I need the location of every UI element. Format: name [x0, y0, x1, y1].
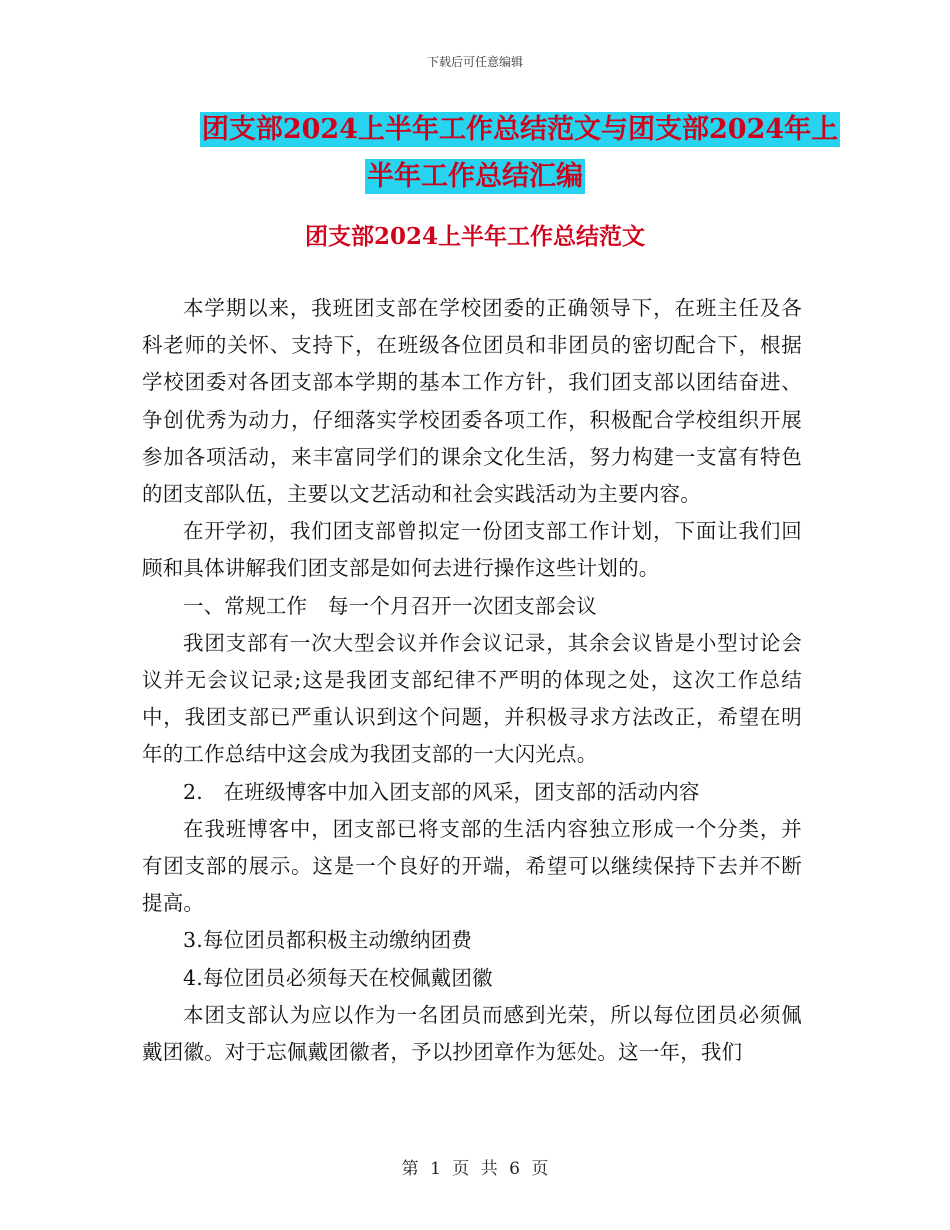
- paragraph-heading: 3.每位团员都积极主动缴纳团费: [183, 928, 473, 953]
- document-body: [142, 290, 802, 1071]
- header-note: 下载后可任意编辑: [426, 55, 523, 69]
- document-title-line-2: [0, 155, 950, 199]
- paragraph: 本团支部认为应以作为一名团员而感到光荣，所以每位团员必须佩戴团徽。对于忘佩戴团徽者，予以抄团章作为惩处。这一年，我们: [142, 1002, 802, 1065]
- title-highlight: 团支部2024上半年工作总结范文与团支部2024年上: [201, 114, 839, 145]
- paragraph: 本学期以来，我班团支部在学校团委的正确领导下，在班主任及各科老师的关怀、支持下，在班级各位团员和非团员的密切配合下，根据学校团委对各团支部本学期的基本工作方针，我们团支部以团结奋进、争创优秀为动力，仔细落实学校团委各项工作，积极配合学校组织开展参加各项活动，来丰富同学们的课余文化生活，努力构建一支富有特色的团支部队伍，主要以文艺活动和社会实践活动为主要内容。: [142, 296, 802, 507]
- paragraph: 在我班博客中，团支部已将支部的生活内容独立形成一个分类，并有团支部的展示。这是一个良好的开端，希望可以继续保持下去并不断提高。: [142, 816, 802, 916]
- paragraph: 在开学初，我们团支部曾拟定一份团支部工作计划，下面让我们回顾和具体讲解我们团支部是如何去进行操作这些计划的。: [142, 519, 802, 581]
- section-title: 团支部2024上半年工作总结范文: [304, 223, 645, 250]
- paragraph: 我团支部有一次大型会议并作会议记录，其余会议皆是小型讨论会议并无会议记录;这是我团支部纪律不严明的体现之处，这次工作总结中，我团支部已严重认识到这个问题，并积极寻求方法改正，希望在明年的工作总结中这会成为我团支部的一大闪光点。: [142, 630, 802, 767]
- paragraph-heading: 一、常规工作 每一个月召开一次团支部会议: [183, 593, 597, 618]
- title-highlight: 半年工作总结汇编: [367, 161, 583, 192]
- paragraph-heading: 2. 在班级博客中加入团支部的风采，团支部的活动内容: [183, 779, 700, 804]
- document-title-line-1: [45, 108, 950, 152]
- page-number: 第 1 页 共 6 页: [401, 1159, 549, 1179]
- paragraph-heading: 4.每位团员必须每天在校佩戴团徽: [183, 965, 493, 990]
